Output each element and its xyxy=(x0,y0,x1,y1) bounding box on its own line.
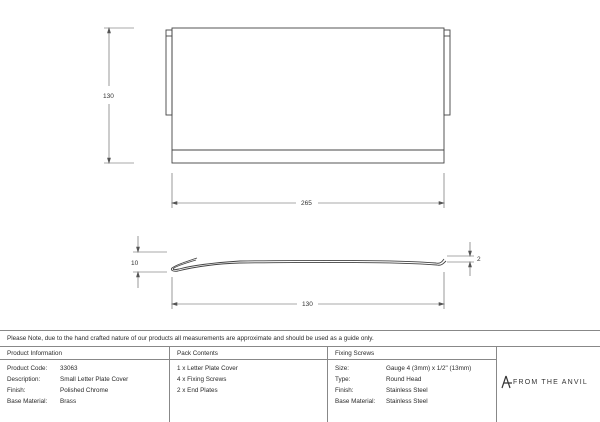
dim-side-height: 10 xyxy=(131,260,139,267)
plate-front-outline xyxy=(172,28,444,163)
dim-side-depth: 130 xyxy=(302,301,313,308)
screw-base-material-label: Base Material: xyxy=(335,398,376,405)
end-plate-left xyxy=(166,30,172,115)
screw-type-label: Type: xyxy=(335,376,351,383)
finish-value: Polished Chrome xyxy=(60,387,109,394)
product-info-title: Product Information xyxy=(0,347,169,360)
pack-item: 4 x Fixing Screws xyxy=(177,376,227,383)
base-material-value: Brass xyxy=(60,398,77,405)
info-table xyxy=(0,347,600,422)
screw-finish-label: Finish: xyxy=(335,387,354,394)
description-value: Small Letter Plate Cover xyxy=(60,376,129,383)
screw-size-label: Size: xyxy=(335,365,349,372)
brand-block xyxy=(497,347,600,422)
base-material-label: Base Material: xyxy=(7,398,48,405)
end-plate-right xyxy=(444,30,450,115)
dim-side-lip: 2 xyxy=(477,256,481,263)
fixing-screws-title: Fixing Screws xyxy=(328,347,497,360)
screw-base-material-value: Stainless Steel xyxy=(386,398,428,405)
finish-label: Finish: xyxy=(7,387,26,394)
pack-contents-column xyxy=(170,347,327,422)
dim-front-height: 130 xyxy=(103,93,114,100)
product-info-column xyxy=(0,347,169,422)
pack-item: 1 x Letter Plate Cover xyxy=(177,365,238,372)
anvil-logo-icon xyxy=(501,375,513,389)
screw-size-value: Gauge 4 (3mm) x 1/2" (13mm) xyxy=(386,365,472,372)
product-code-value: 33063 xyxy=(60,365,78,372)
pack-contents-title: Pack Contents xyxy=(170,347,327,360)
fixing-screws-column xyxy=(328,347,497,422)
disclaimer-note: Please Note, due to the hand crafted nature of our products all measurements are approximate and should be used as a guide only. xyxy=(0,330,600,347)
screw-finish-value: Stainless Steel xyxy=(386,387,428,394)
brand-name: FROM THE ANVIL xyxy=(513,379,589,386)
pack-item: 2 x End Plates xyxy=(177,387,218,394)
product-code-label: Product Code: xyxy=(7,365,48,372)
description-label: Description: xyxy=(7,376,41,383)
screw-type-value: Round Head xyxy=(386,376,422,383)
dim-front-width: 265 xyxy=(301,200,312,207)
